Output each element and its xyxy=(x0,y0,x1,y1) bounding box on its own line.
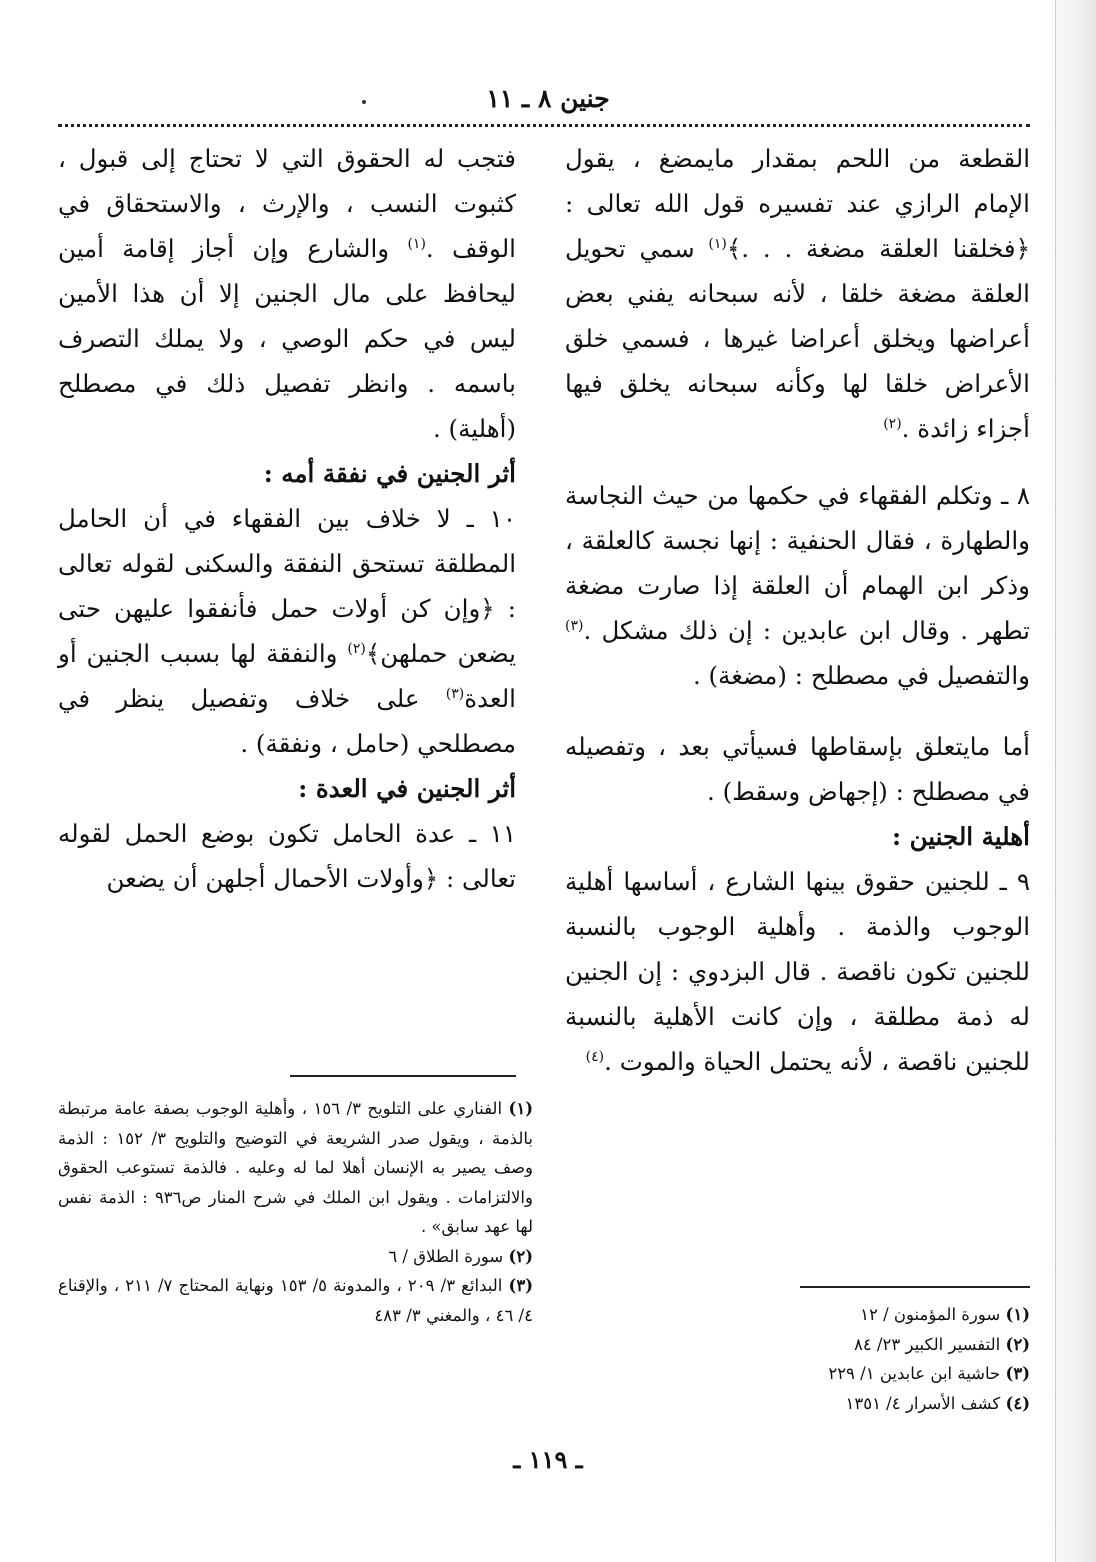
scan-fold-line xyxy=(1055,0,1056,1562)
paragraph-10 xyxy=(58,496,516,766)
footnote-text: كشف الأسرار ٤/ ١٣٥١ xyxy=(845,1393,1001,1413)
page-number: ـ ١١٩ ـ xyxy=(513,1445,583,1474)
footnote-ref: (١) xyxy=(407,235,426,252)
paragraph-rights xyxy=(58,136,516,451)
paragraph-8 xyxy=(565,473,1030,698)
footnote-ref: (٤) xyxy=(585,1048,605,1065)
footnote-rule-left xyxy=(290,1075,516,1077)
paragraph-text: ٨ ـ وتكلم الفقهاء في حكمها من حيث النجاسة والطهارة ، فقال الحنفية : إنها نجسة كالعلقة ، وذكر ابن الهمام أن العلقة إذا صارت مضغة تطهر . وقال ابن عابدين : إن ذلك مشكل . xyxy=(565,481,1030,645)
footnote-mark: (٢) xyxy=(508,1246,533,1266)
footnote-item xyxy=(700,1300,1030,1330)
footnote-text: حاشية ابن عابدين ١/ ٢٢٩ xyxy=(828,1364,1001,1383)
footnote-mark: (٣) xyxy=(1005,1364,1030,1383)
footnote-item xyxy=(58,1094,533,1242)
paragraph-text: ٩ ـ للجنين حقوق بينها الشارع ، أساسها أهلية الوجوب والذمة . وأهلية الوجوب بالنسبة للجنين تكون ناقصة . قال البزدوي : إن الجنين له ذمة مطلقة ، وإن كانت الأهلية بالنسبة للجنين ناقصة ، لأنه يحتمل الحياة والموت . xyxy=(565,867,1030,1076)
footnote-text: التفسير الكبير ٢٣/ ٨٤ xyxy=(853,1334,1001,1354)
paragraph-text: القطعة من اللحم بمقدار مايمضغ ، يقول الإمام الرازي عند تفسيره قول الله تعالى : ﴿فخلقنا العلقة مضغة . . .﴾ xyxy=(565,144,1030,263)
footnote-item xyxy=(58,1242,533,1272)
footnote-rule-right xyxy=(800,1286,1030,1288)
stray-dot xyxy=(362,100,366,104)
footnote-mark: (١) xyxy=(1005,1305,1030,1324)
paragraph-abortion-ref xyxy=(565,724,1030,814)
header-dotted-rule xyxy=(58,124,1030,127)
paragraph-text: فتجب له الحقوق التي لا تحتاج إلى قبول ، كثبوت النسب ، والإرث ، والاستحقاق في الوقف . xyxy=(58,144,516,263)
paragraph-text-cont: والتفصيل في مصطلح : (مضغة) . xyxy=(692,661,1030,690)
right-column xyxy=(565,136,1030,1084)
footnote-ref: (٢) xyxy=(883,415,902,432)
paragraph-intro xyxy=(565,136,1030,451)
footnote-item xyxy=(700,1359,1030,1389)
section-heading-maintenance: أثر الجنين في نفقة أمه : xyxy=(263,459,516,488)
paragraph-text-cont: على خلاف وتفصيل ينظر في مصطلحي (حامل ، ونفقة) . xyxy=(58,684,516,758)
footnote-mark: (٢) xyxy=(1005,1334,1030,1354)
paragraph-text: أما مايتعلق بإسقاطها فسيأتي بعد ، وتفصيله في مصطلح : (إجهاض وسقط) . xyxy=(565,732,1030,806)
footnote-text: سورة الطلاق / ٦ xyxy=(388,1246,504,1266)
paragraph-text-cont: سمي تحويل العلقة مضغة خلقا ، لأنه سبحانه يفني بعض أعراضها ويخلق أعراضا غيرها ، فسمي خلق الأعراض خلقا لها وكأنه سبحانه يخلق فيها أجزاء زائدة . xyxy=(565,234,1030,443)
paragraph-9 xyxy=(565,859,1030,1084)
paragraph-text: ١١ ـ عدة الحامل تكون بوضع الحمل لقوله تعالى : ﴿وأولات الأحمال أجلهن أن يضعن xyxy=(58,819,516,893)
footnote-text: سورة المؤمنون / ١٢ xyxy=(860,1305,1001,1324)
footnote-mark: (٣) xyxy=(508,1276,534,1295)
footnote-text: البدائع ٣/ ٢٠٩ ، والمدونة ٥/ ١٥٣ ونهاية المحتاج ٧/ ٢١١ ، والإقناع ٤/ ٤٦ ، والمغني ٣/ ٤٨٣ xyxy=(58,1276,533,1325)
paragraph-11 xyxy=(58,811,516,901)
footnote-mark: (١) xyxy=(508,1099,533,1118)
running-header: جنين ٨ ـ ١١ xyxy=(486,84,610,113)
footnotes-left xyxy=(58,1094,533,1330)
footnote-mark: (٤) xyxy=(1005,1393,1030,1413)
footnote-item xyxy=(700,1330,1030,1360)
paragraph-text-cont: والنفقة لها بسبب الجنين أو العدة xyxy=(58,639,516,713)
footnote-ref: (٣) xyxy=(565,617,584,634)
footnotes-right xyxy=(700,1300,1030,1418)
footnote-ref: (٣) xyxy=(445,685,465,702)
paragraph-text: ١٠ ـ لا خلاف بين الفقهاء في أن الحامل المطلقة تستحق النفقة والسكنى لقوله تعالى : ﴿وإن كن أولات حمل فأنفقوا عليهن حتى يضعن حملهن﴾ xyxy=(58,504,516,668)
footnote-ref: (٢) xyxy=(347,640,366,657)
footnote-item xyxy=(700,1389,1030,1419)
footnote-text: الفناري على التلويح ٣/ ١٥٦ ، وأهلية الوجوب بصفة عامة مرتبطة بالذمة ، ويقول صدر الشريعة في التوضيح والتلويح ٣/ ١٥٢ : الذمة وصف يصير به الإنسان أهلا لما له وعليه . فالذمة تستوعب الحقوق والالتزامات . ويقول ابن الملك في شرح المنار ص٩٣٦ : الذمة نفس لها عهد سابق» . xyxy=(58,1099,533,1236)
scan-edge-shading xyxy=(1038,0,1096,1562)
footnote-ref: (١) xyxy=(708,235,727,252)
footnote-item xyxy=(58,1271,533,1330)
paragraph-text-cont: والشارع وإن أجاز إقامة أمين ليحافظ على مال الجنين إلا أن هذا الأمين ليس في حكم الوصي ، ولا يملك التصرف باسمه . وانظر تفصيل ذلك في مصطلح (أهلية) . xyxy=(58,234,516,443)
section-heading-capacity: أهلية الجنين : xyxy=(892,822,1030,851)
section-heading-iddah: أثر الجنين في العدة : xyxy=(298,774,516,803)
left-column xyxy=(58,136,516,901)
